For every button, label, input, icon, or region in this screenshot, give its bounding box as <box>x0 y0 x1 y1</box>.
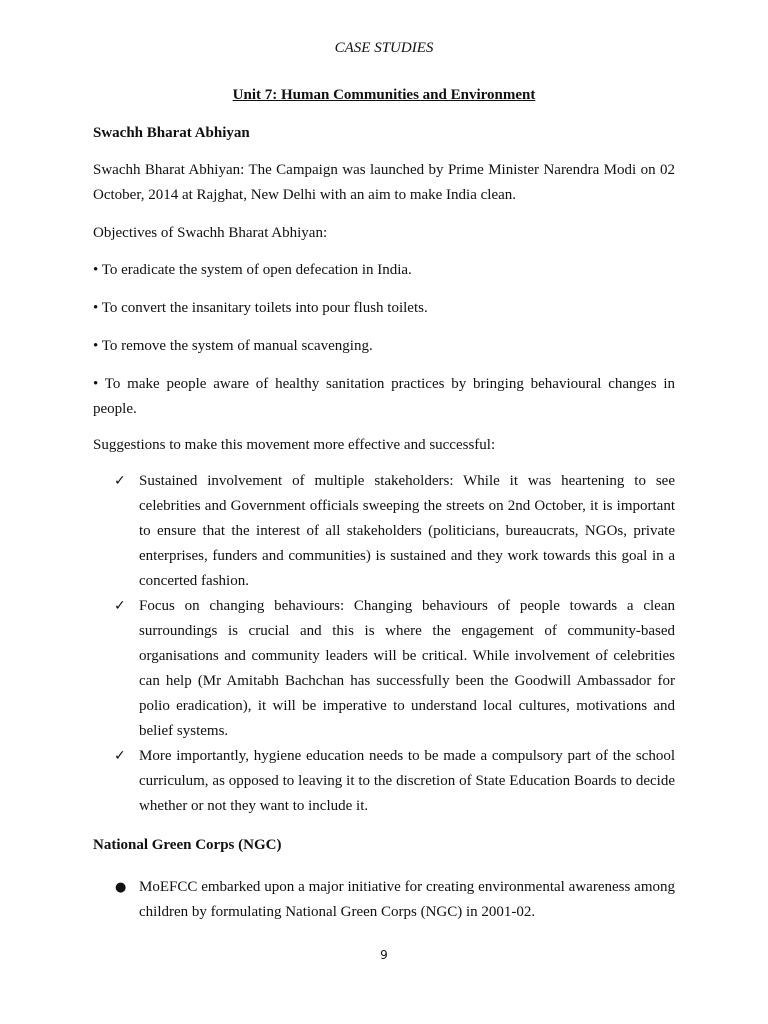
page-number: 9 <box>380 948 388 962</box>
running-head: CASE STUDIES <box>334 40 434 56</box>
checkmark-icon: ✓ <box>114 473 126 489</box>
suggestion-text: Focus on changing behaviours: Changing behaviours of people towards a clean surroundings is crucial and this is where the engagement of community-based organisations and community leaders will be critical. While involvement of celebrities can help (Mr Amitabh Bachchan has successfully been the Goodwill Ambassador for polio eradication), it will be imperative to understand local cultures, motivations and belief systems. <box>139 598 675 739</box>
suggestions-label: Suggestions to make this movement more effective and successful: <box>93 437 496 453</box>
suggestion-text: More importantly, hygiene education needs to be made a compulsory part of the school curriculum, as opposed to leaving it to the discretion of State Education Boards to decide whether or not they want to include it. <box>139 748 675 814</box>
checkmark-icon: ✓ <box>114 598 126 614</box>
ngc-list <box>93 875 675 925</box>
section-heading-swachh-bharat: Swachh Bharat Abhiyan <box>93 125 250 141</box>
intro-paragraph: Swachh Bharat Abhiyan: The Campaign was launched by Prime Minister Narendra Modi on 02 October, 2014 at Rajghat, New Delhi with an aim to make India clean. <box>93 162 675 203</box>
bullet-icon: ● <box>115 880 127 895</box>
suggestion-item <box>93 469 675 594</box>
ngc-item <box>93 875 675 925</box>
objectives-label: Objectives of Swachh Bharat Abhiyan: <box>93 225 328 241</box>
objective-item: • To eradicate the system of open defecation in India. <box>93 262 412 278</box>
suggestions-list <box>93 469 675 819</box>
section-heading-ngc: National Green Corps (NGC) <box>93 837 282 853</box>
suggestion-item <box>93 594 675 744</box>
ngc-item-text: MoEFCC embarked upon a major initiative for creating environmental awareness among children by formulating National Green Corps (NGC) in 2001-02. <box>139 879 675 920</box>
objective-item: • To make people aware of healthy sanitation practices by bringing behavioural changes in people. <box>93 376 675 417</box>
objective-item: • To convert the insanitary toilets into pour flush toilets. <box>93 300 428 316</box>
objective-item: • To remove the system of manual scavenging. <box>93 338 373 354</box>
suggestion-text: Sustained involvement of multiple stakeholders: While it was heartening to see celebrities and Government officials sweeping the streets on 2nd October, it is important to ensure that the interest of all stakeholders (politicians, bureaucrats, NGOs, private enterprises, funders and communities) is sustained and they work towards this goal in a concerted fashion. <box>139 473 675 589</box>
unit-title: Unit 7: Human Communities and Environment <box>232 87 536 103</box>
suggestion-item <box>93 744 675 819</box>
checkmark-icon: ✓ <box>114 748 126 764</box>
